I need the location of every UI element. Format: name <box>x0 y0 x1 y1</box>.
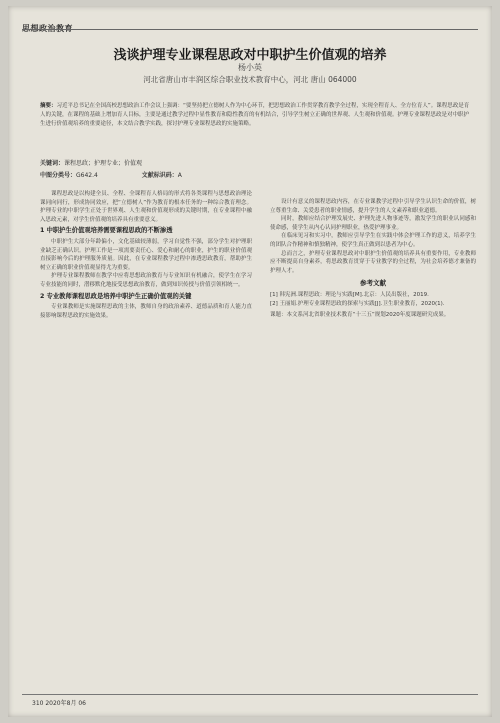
running-header <box>22 16 478 30</box>
body-paragraph: 同时，教师应结合护理发展史、护理先进人物事迹等，激发学生的职业认同感和使命感，使学生从内心认同护理职业，热爱护理事业。 <box>270 216 476 231</box>
footer-rule <box>22 694 478 695</box>
page-footer: 310 2020年8月 06 <box>32 700 86 707</box>
article-affiliation: 河北省唐山市丰润区综合职业技术教育中心，河北 唐山 064000 <box>143 75 357 84</box>
section-heading: 2 专业教师课程思政是培养中职护生正确价值观的关键 <box>40 292 192 300</box>
right-column <box>270 198 476 698</box>
body-paragraph: 专业课教师是实施课程思政的主体，教师自身的政治素养、道德品质和育人能力直接影响课程思政的实施效果。 <box>40 304 252 319</box>
header-rule <box>22 29 478 30</box>
clc-value: G642.4 <box>76 172 98 179</box>
fund-note: 课题：本文系河北省职业技术教育“十三五”规划2020年度课题研究成果。 <box>270 312 450 319</box>
clc-label: 中图分类号： <box>40 172 77 179</box>
abstract-text: 习近平总书记在全国高校思想政治工作会议上强调：“要坚持把立德树人作为中心环节，把思想政治工作贯穿教育教学全过程，实现全程育人、全方位育人”。课程思政是育人的关键，在课程的基础上增加育人目标，主要是通过教学过程中显性教育和隐性教育的有机结合，引导学生树立正确的世界观、人生观和价值观。护理专业课程思政是对中职护生进行价值观培养的重要途径，本文结合教学实践，探讨护理专业课程思政的实施策略。 <box>40 103 470 127</box>
keywords-line <box>40 158 470 167</box>
references-heading: 参考文献 <box>360 279 386 288</box>
section-heading: 1 中职护生价值观培养需要课程思政的不断渗透 <box>40 227 173 235</box>
reference-item: [2] 王丽娟.护理专业课程思政的探索与实践[J].卫生职业教育，2020(1). <box>270 300 445 307</box>
body-paragraph: 中职护生大部分年龄偏小，文化基础较薄弱，学习自觉性不强，部分学生对护理职业缺乏正确认识。护理工作是一项需要责任心、爱心和耐心的职业，护生的职业价值观直接影响今后的护理服务质量。因此，在专业课程教学过程中渗透思政教育，帮助护生树立正确的职业价值观显得尤为重要。 <box>40 238 252 271</box>
body-paragraph: 护理专业课程教师在教学中应将思想政治教育与专业知识有机融合，使学生在学习专业技能的同时，潜移默化地接受思想政治教育，做到知识传授与价值引领相统一。 <box>40 273 252 288</box>
keywords-text: 课程思政；护理专业；价值观 <box>64 160 143 167</box>
left-column <box>40 190 252 680</box>
classification-line <box>40 170 470 179</box>
body-paragraph: 课程思政是以构建全员、全程、全课程育人格局的形式将各类课程与思想政治理论课同向同行，形成协同效应，把“立德树人”作为教育的根本任务的一种综合教育理念。护理专业的中职学生正处于世界观、人生观和价值观形成的关键时期，在专业课程中融入思政元素，对学生价值观的培养具有重要意义。 <box>40 191 252 223</box>
doc-code-label: 文献标识码： <box>141 172 178 179</box>
article-title: 浅谈护理专业课程思政对中职护生价值观的培养 <box>113 48 387 63</box>
abstract <box>40 102 470 129</box>
article-author: 杨小英 <box>238 63 262 72</box>
keywords-label: 关键词： <box>40 160 65 167</box>
doc-code-value: A <box>177 172 182 179</box>
journal-page <box>8 6 492 717</box>
reference-item: [1] 韩宪洲.课程思政：理论与实践[M].北京：人民出版社，2019. <box>270 291 429 298</box>
body-paragraph: 设计有意义的课程思政内容，在专业课教学过程中引导学生认识生命的价值，树立尊重生命、关爱患者的职业情感，提升学生的人文素养和职业道德。 <box>270 199 476 214</box>
body-paragraph: 总而言之，护理专业课程思政对中职护生价值观的培养具有重要作用，专业教师应不断提高自身素养，将思政教育贯穿于专业教学的全过程，为社会培养德才兼备的护理人才。 <box>270 250 476 274</box>
abstract-label: 摘要： <box>40 103 57 109</box>
body-paragraph: 在临床见习和实习中，教师应引导学生在实践中体会护理工作的意义，培养学生的团队合作精神和慎独精神，使学生真正做到以患者为中心。 <box>270 233 476 248</box>
